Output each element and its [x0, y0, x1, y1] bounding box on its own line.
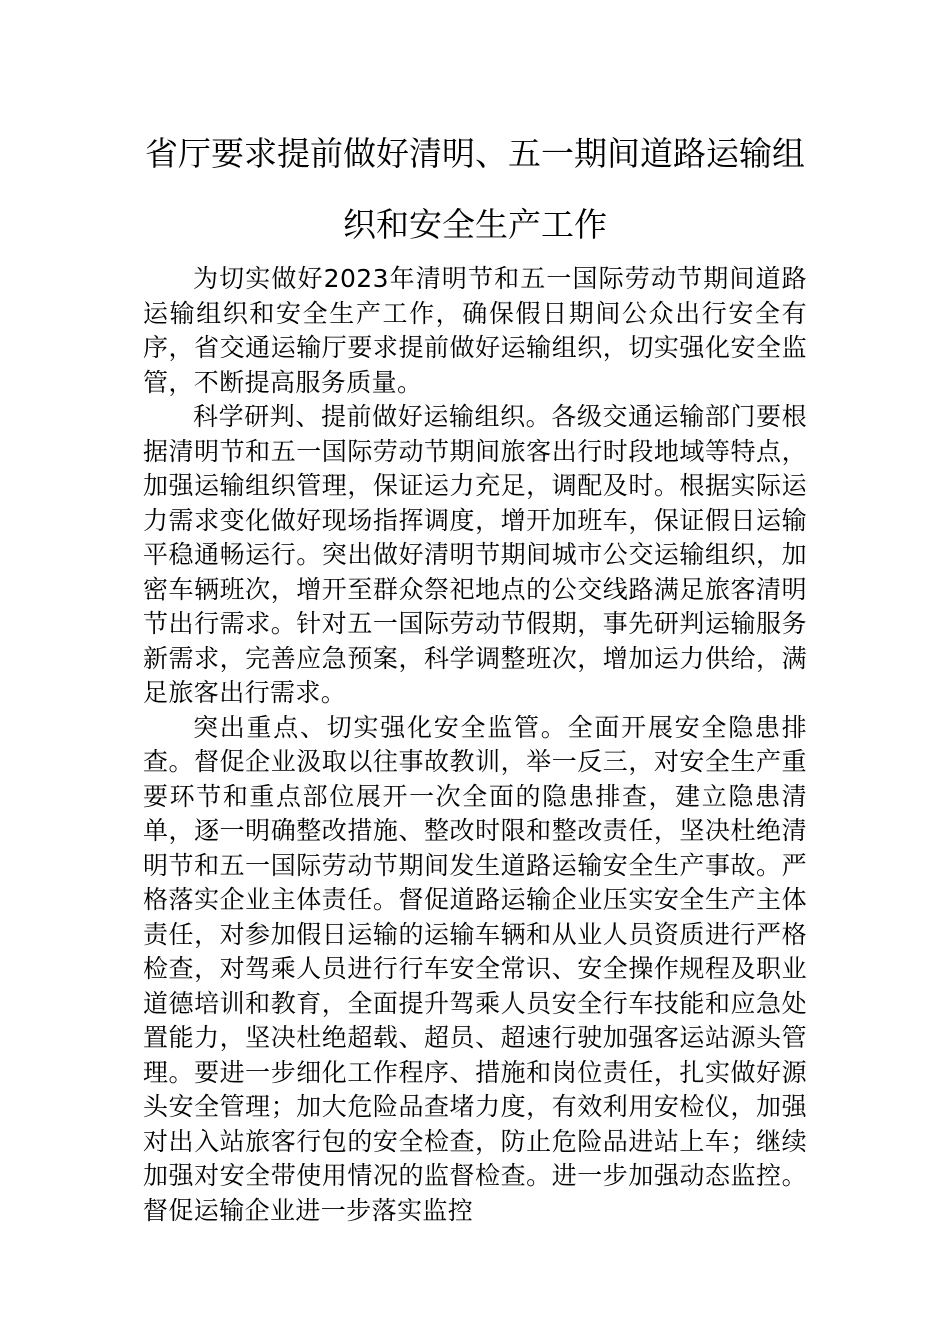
paragraph-transport-organization: 科学研判、提前做好运输组织。各级交通运输部门要根据清明节和五一国际劳动节期间旅客出行时段地域等特点，加强运输组织管理，保证运力充足，调配及时。根据实际运力需求变化做好现场指挥调度，增开加班车，保证假日运输平稳通畅运行。突出做好清明节期间城市公交运输组织，加密车辆班次，增开至群众祭祀地点的公交线路满足旅客清明节出行需求。针对五一国际劳动节假期，事先研判运输服务新需求，完善应急预案，科学调整班次，增加运力供给，满足旅客出行需求。: [143, 402, 807, 707]
document-page: [143, 118, 807, 1228]
document-title: 省厅要求提前做好清明、五一期间道路运输组织和安全生产工作: [145, 134, 805, 244]
paragraph-intro: 为切实做好2023年清明节和五一国际劳动节期间道路运输组织和安全生产工作，确保假日期间公众出行安全有序，省交通运输厅要求提前做好运输组织，切实强化安全监管，不断提高服务质量。: [143, 264, 807, 397]
paragraph-safety-supervision: 突出重点、切实强化安全监管。全面开展安全隐患排查。督促企业汲取以往事故教训，举一反三，对安全生产重要环节和重点部位展开一次全面的隐患排查，建立隐患清单，逐一明确整改措施、整改时限和整改责任，坚决杜绝清明节和五一国际劳动节期间发生道路运输安全生产事故。严格落实企业主体责任。督促道路运输企业压实安全生产主体责任，对参加假日运输的运输车辆和从业人员资质进行严格检查，对驾乘人员进行行车安全常识、安全操作规程及职业道德培训和教育，全面提升驾乘人员安全行车技能和应急处置能力，坚决杜绝超载、超员、超速行驶加强客运站源头管理。要进一步细化工作程序、措施和岗位责任，扎实做好源头安全管理；加大危险品查堵力度，有效利用安检仪，加强对出入站旅客行包的安全检查，防止危险品进站上车；继续加强对安全带使用情况的监督检查。进一步加强动态监控。督促运输企业进一步落实监控: [143, 712, 807, 1225]
document-body: [143, 262, 807, 1228]
